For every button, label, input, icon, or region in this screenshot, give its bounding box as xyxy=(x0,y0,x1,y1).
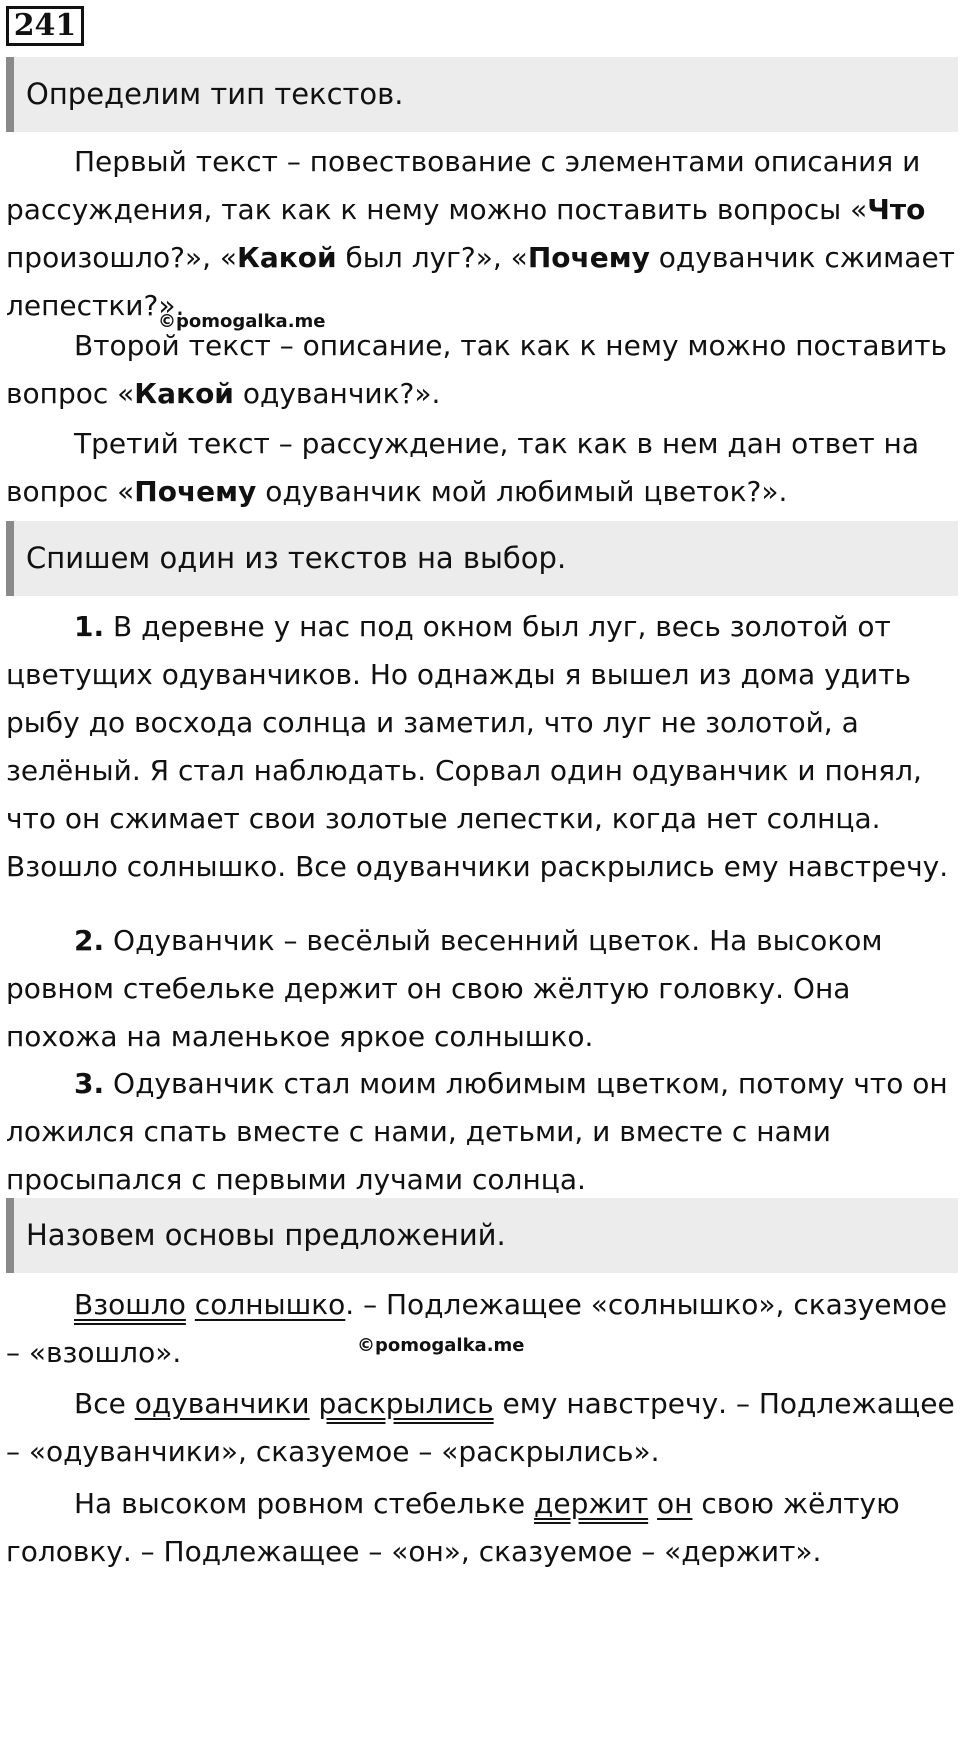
text-paragraph-3: 3. Одуванчик стал моим любимым цветком, потому что он ложился спать вместе с нами, детьми, и вместе с нами просыпался с первыми лучами солнца. xyxy=(6,1067,948,1196)
predicate: держит xyxy=(534,1487,649,1520)
predicate: раскрылись xyxy=(318,1387,494,1420)
basis-paragraph-2: Все одуванчики раскрылись ему навстречу. – Подлежащее – «одуванчики», сказуемое – «раскрылись». xyxy=(6,1387,955,1468)
section-header-label: Спишем один из текстов на выбор. xyxy=(26,541,567,575)
type-paragraph-3: Третий текст – рассуждение, так как в нем дан ответ на вопрос «Почему одуванчик мой любимый цветок?». xyxy=(6,427,919,508)
type-paragraph-1: Первый текст – повествование с элементами описания и рассуждения, так как к нему можно поставить вопросы «Что произошло?», «Какой был луг?», «Почему одуванчик сжимает лепестки?». xyxy=(6,145,955,322)
watermark: ©pomogalka.me xyxy=(357,1335,525,1356)
section-header-label: Назовем основы предложений. xyxy=(26,1218,506,1252)
section-header-label: Определим тип текстов. xyxy=(26,77,404,111)
subject: он xyxy=(657,1487,693,1520)
predicate: Взошло xyxy=(74,1288,186,1321)
section-header-copy xyxy=(6,521,958,596)
watermark: ©pomogalka.me xyxy=(158,311,326,332)
subject: солнышко xyxy=(194,1288,346,1321)
section-header-type xyxy=(6,57,958,132)
basis-paragraph-3: На высоком ровном стебельке держит он свою жёлтую головку. – Подлежащее – «он», сказуемое – «держит». xyxy=(6,1487,900,1568)
task-number: 241 xyxy=(6,6,84,46)
text-paragraph-1: 1. В деревне у нас под окном был луг, весь золотой от цветущих одуванчиков. Но однажды я вышел из дома удить рыбу до восхода солнца и заметил, что луг не золотой, а зелёный. Я стал наблюдать. Сорвал один одуванчик и понял, что он сжимает свои золотые лепестки, когда нет солнца. Взошло солнышко. Все одуванчики раскрылись ему навстречу. xyxy=(6,610,949,883)
type-paragraph-2: Второй текст – описание, так как к нему можно поставить вопрос «Какой одуванчик?». xyxy=(6,329,948,410)
section-header-bases xyxy=(6,1198,958,1273)
subject: одуванчики xyxy=(134,1387,310,1420)
basis-paragraph-1: Взошло солнышко. – Подлежащее «солнышко», сказуемое – «взошло». xyxy=(6,1288,947,1369)
text-paragraph-2: 2. Одуванчик – весёлый весенний цветок. На высоком ровном стебельке держит он свою жёлтую головку. Она похожа на маленькое яркое солнышко. xyxy=(6,924,883,1053)
